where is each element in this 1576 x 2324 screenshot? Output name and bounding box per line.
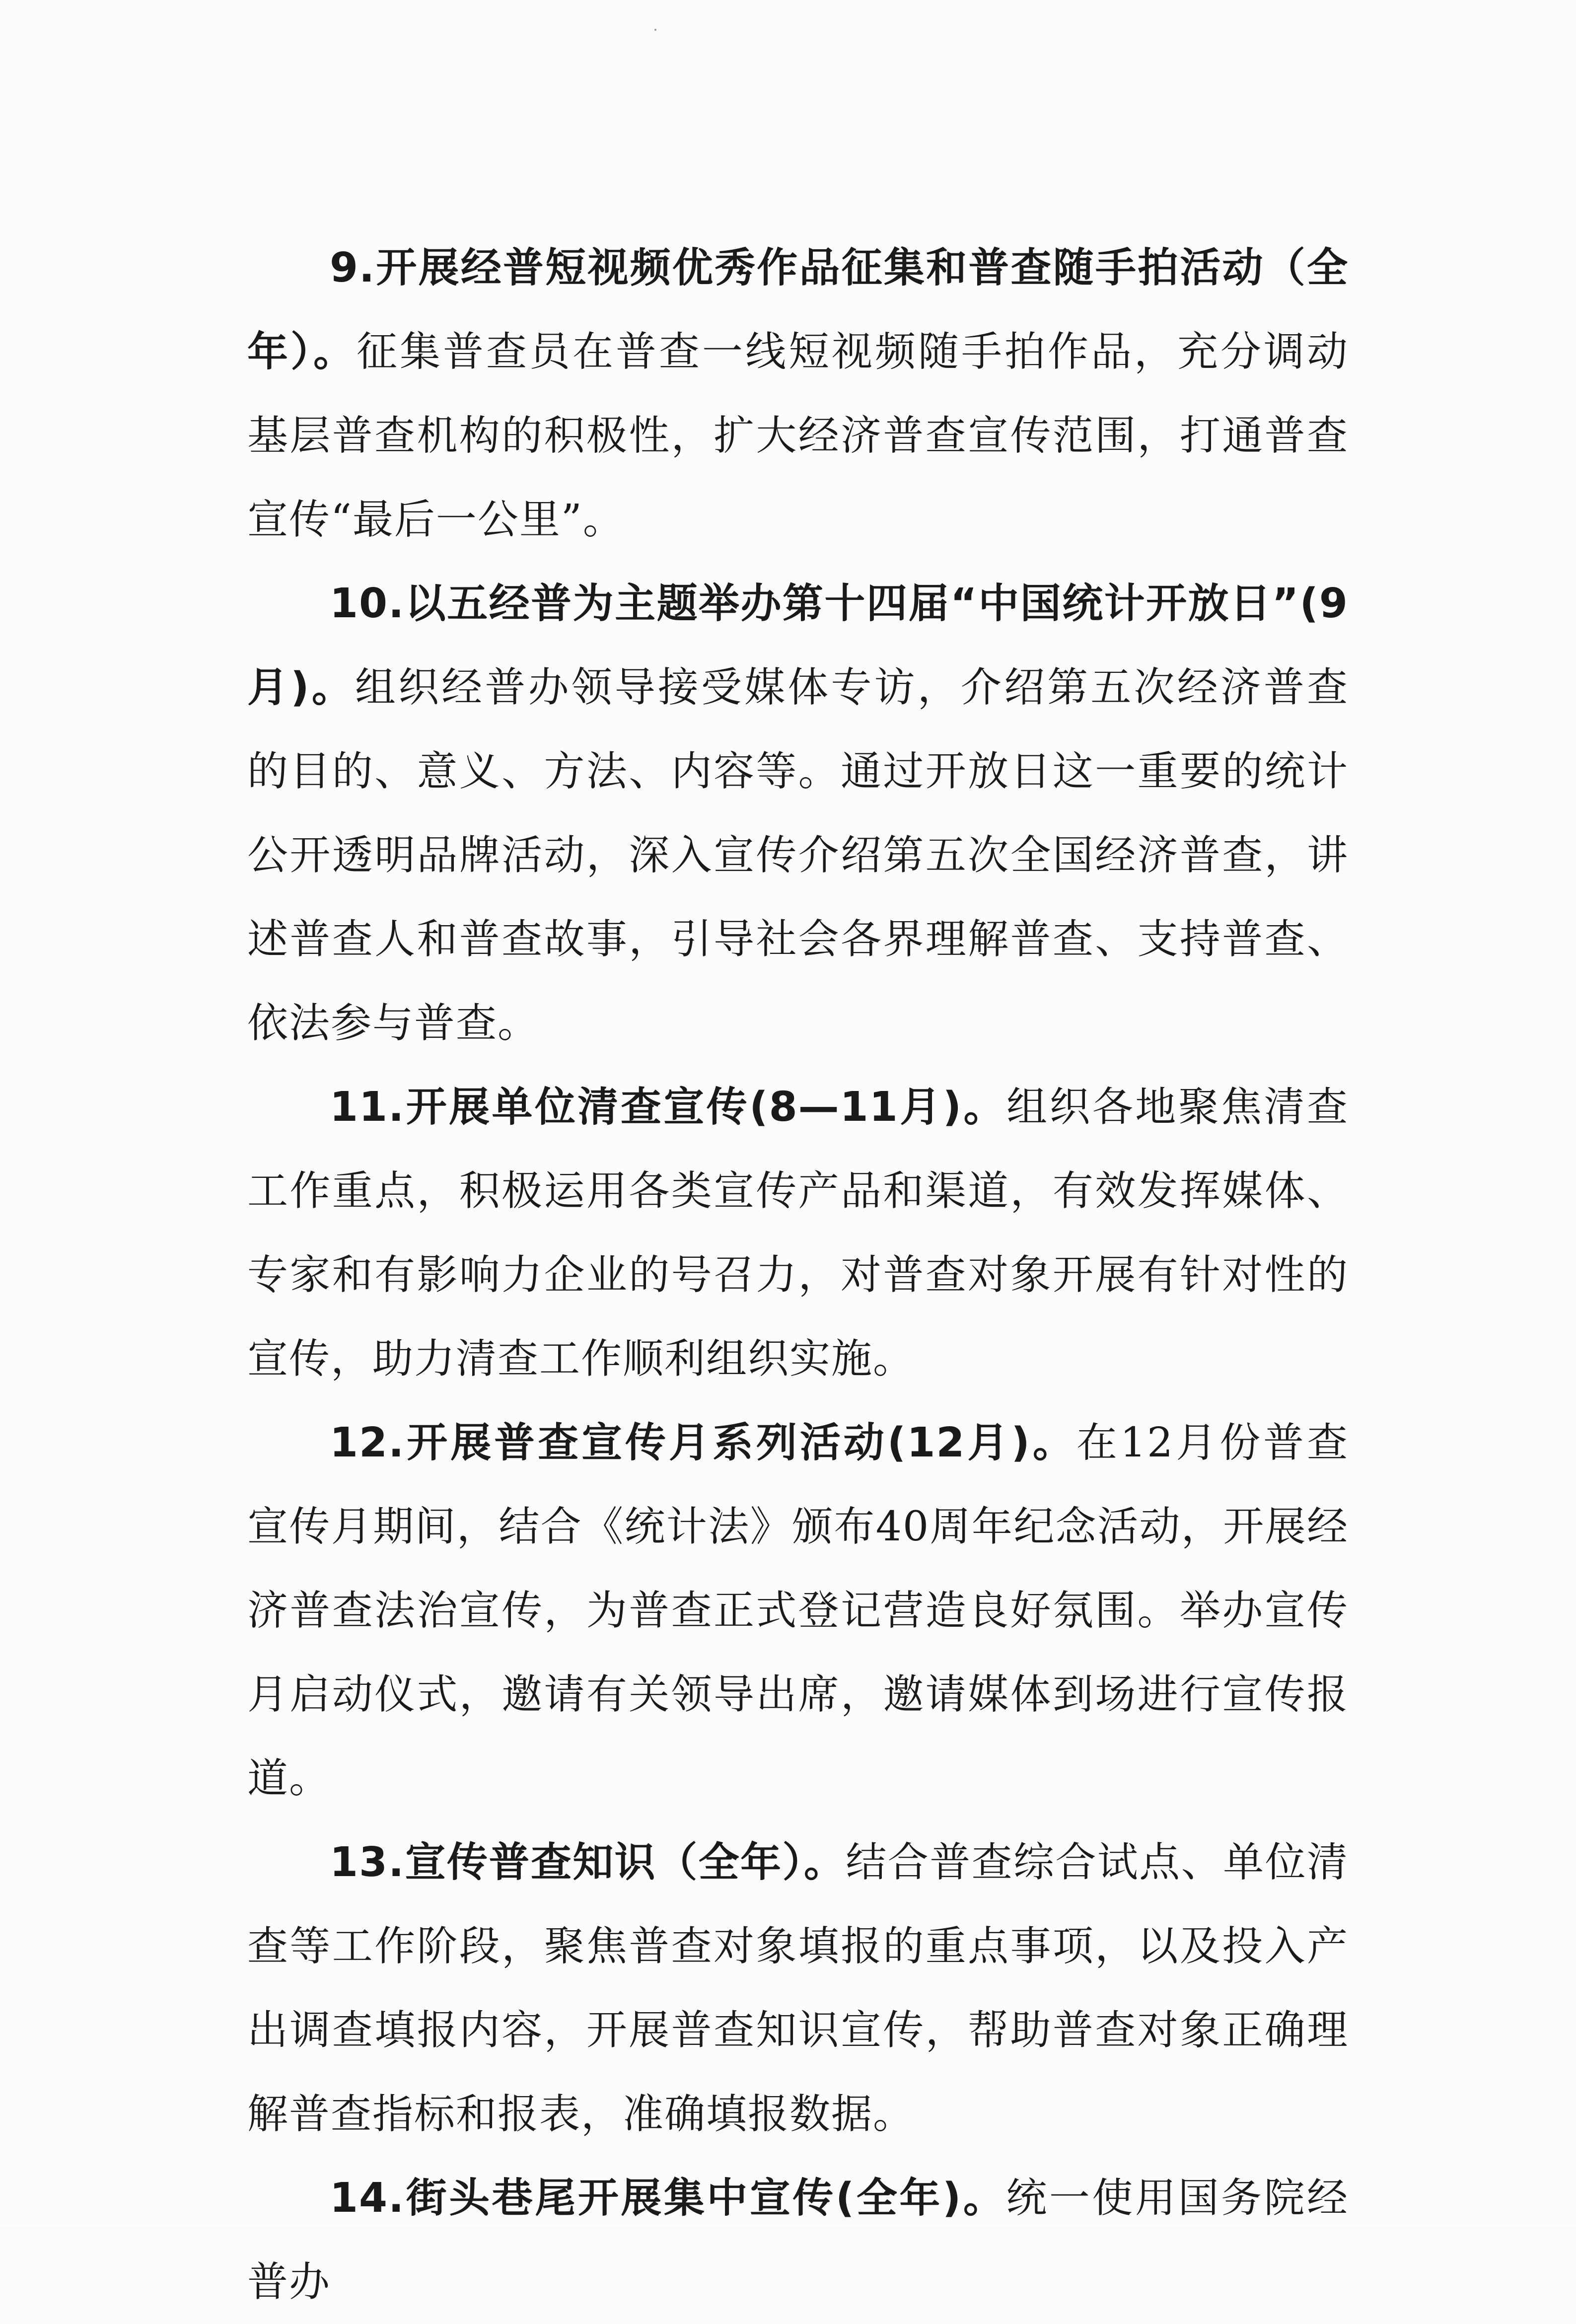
paragraph-heading: 14.街头巷尾开展集中宣传(全年)。 bbox=[330, 2175, 1006, 2222]
paragraph-heading: 11.开展单位清查宣传(8—11月)。 bbox=[330, 1084, 1006, 1131]
paragraph-heading: 12.开展普查宣传月系列活动(12月)。 bbox=[330, 1419, 1076, 1466]
paragraph-text: 在12月份普查宣传月期间，结合《统计法》颁布40周年纪念活动，开展经济普查法治宣传，为普查正式登记营造良好氛围。举办宣传月启动仪式，邀请有关领导出席，邀请媒体到场进行宣传报道。 bbox=[247, 1419, 1349, 1802]
paragraph-heading: 9.开展经普短视频优秀作品征集和普查随手拍活动（全年）。 bbox=[247, 244, 1349, 375]
paragraph-heading: 13.宣传普查知识（全年）。 bbox=[330, 1839, 846, 1886]
paragraph-heading: 10.以五经普为主题举办第十四届“中国统计开放日”(9月)。 bbox=[247, 580, 1349, 711]
paragraph-text: 统一使用国务院经普办 bbox=[247, 2175, 1349, 2306]
paragraph-item-14 bbox=[247, 2156, 1349, 2324]
paragraph-text: 征集普查员在普查一线短视频随手拍作品，充分调动基层普查机构的积极性，扩大经济普查宣传范围，打通普查宣传“最后一公里”。 bbox=[247, 328, 1349, 543]
paragraph-item-12 bbox=[247, 1401, 1349, 1820]
paragraph-text: 组织经普办领导接受媒体专访，介绍第五次经济普查的目的、意义、方法、内容等。通过开放日这一重要的统计公开透明品牌活动，深入宣传介绍第五次全国经济普查，讲述普查人和普查故事，引导社会各界理解普查、支持普查、依法参与普查。 bbox=[247, 664, 1349, 1047]
paragraph-text: 组织各地聚焦清查工作重点，积极运用各类宣传产品和渠道，有效发挥媒体、专家和有影响力企业的号召力，对普查对象开展有针对性的宣传，助力清查工作顺利组织实施。 bbox=[247, 1084, 1349, 1382]
paragraph-item-10 bbox=[247, 562, 1349, 1065]
paragraph-text: 结合普查综合试点、单位清查等工作阶段，聚焦普查对象填报的重点事项，以及投入产出调查填报内容，开展普查知识宣传，帮助普查对象正确理解普查指标和报表，准确填报数据。 bbox=[247, 1839, 1349, 2138]
document-body bbox=[247, 226, 1349, 2324]
scan-speck bbox=[654, 29, 656, 31]
paragraph-item-9 bbox=[247, 226, 1349, 562]
paragraph-item-11 bbox=[247, 1065, 1349, 1401]
paragraph-item-13 bbox=[247, 1820, 1349, 2156]
